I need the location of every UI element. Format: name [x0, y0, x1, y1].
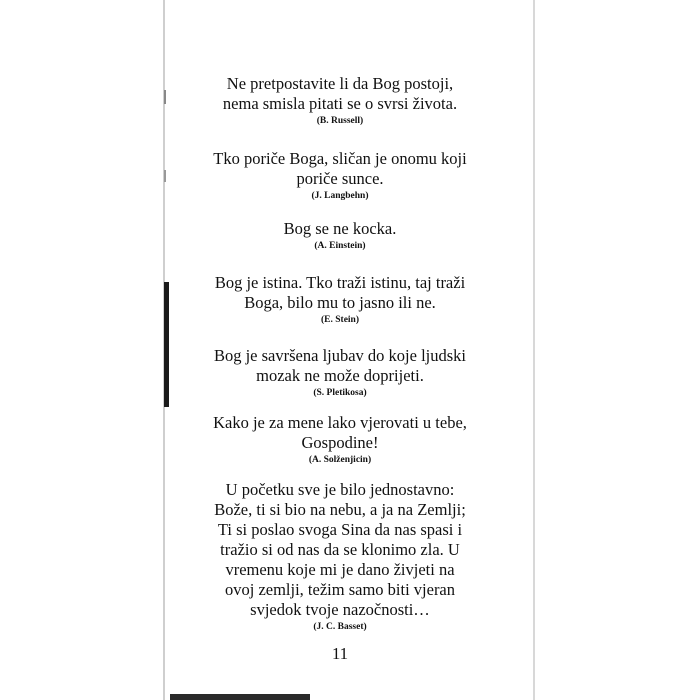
quote-block: [190, 413, 490, 466]
quote-line: Bog je istina. Tko traži istinu, taj traži: [214, 273, 466, 292]
quote-line: Bog je savršena ljubav do koje ljudski: [213, 346, 467, 365]
binding-shadow-mark: [164, 170, 166, 182]
page-number: 11: [331, 644, 349, 663]
quote-author: (S. Pletikosa): [313, 388, 367, 398]
quote-author: (B. Russell): [316, 116, 364, 126]
quote-author: (J. Langbehn): [311, 191, 369, 201]
quote-block: [190, 219, 490, 252]
quote-block: [190, 149, 490, 202]
binding-shadow-mark: [164, 90, 166, 104]
quote-line: Bog se ne kocka.: [283, 219, 397, 238]
quote-line: nema smisla pitati se o svrsi života.: [222, 94, 458, 113]
quote-line: Tko poriče Boga, sličan je onomu koji: [213, 149, 467, 168]
quote-author: (J. C. Basset): [313, 622, 367, 632]
quote-line: Gospodine!: [301, 433, 379, 452]
quote-block: [190, 480, 490, 633]
quote-block: [190, 273, 490, 326]
quote-author: (A. Einstein): [314, 241, 366, 251]
quote-line: tražio si od nas da se klonimo zla. U: [220, 540, 460, 559]
quote-line: poriče sunce.: [296, 169, 384, 188]
quote-line: Bože, ti si bio na nebu, a ja na Zemlji;: [214, 500, 466, 519]
quote-line: Kako je za mene lako vjerovati u tebe,: [213, 413, 467, 432]
quote-block: [190, 346, 490, 399]
quote-line: U početku sve je bilo jednostavno:: [225, 480, 455, 499]
quote-line: vremenu koje mi je dano živjeti na: [225, 560, 455, 579]
page-right-edge: [533, 0, 535, 700]
quote-line: mozak ne može doprijeti.: [256, 366, 424, 385]
quote-author: (E. Stein): [321, 315, 359, 325]
quote-author: (A. Solženjicin): [308, 455, 372, 465]
quote-block: [190, 74, 490, 127]
binding-shadow-mark: [164, 282, 169, 407]
bottom-shadow-bar: [170, 694, 310, 700]
quote-line: Ti si poslao svoga Sina da nas spasi i: [217, 520, 463, 539]
quote-line: ovoj zemlji, težim samo biti vjeran: [224, 580, 456, 599]
quote-line: svjedok tvoje nazočnosti…: [250, 600, 430, 619]
quote-line: Boga, bilo mu to jasno ili ne.: [244, 293, 436, 312]
quote-line: Ne pretpostavite li da Bog postoji,: [226, 74, 454, 93]
